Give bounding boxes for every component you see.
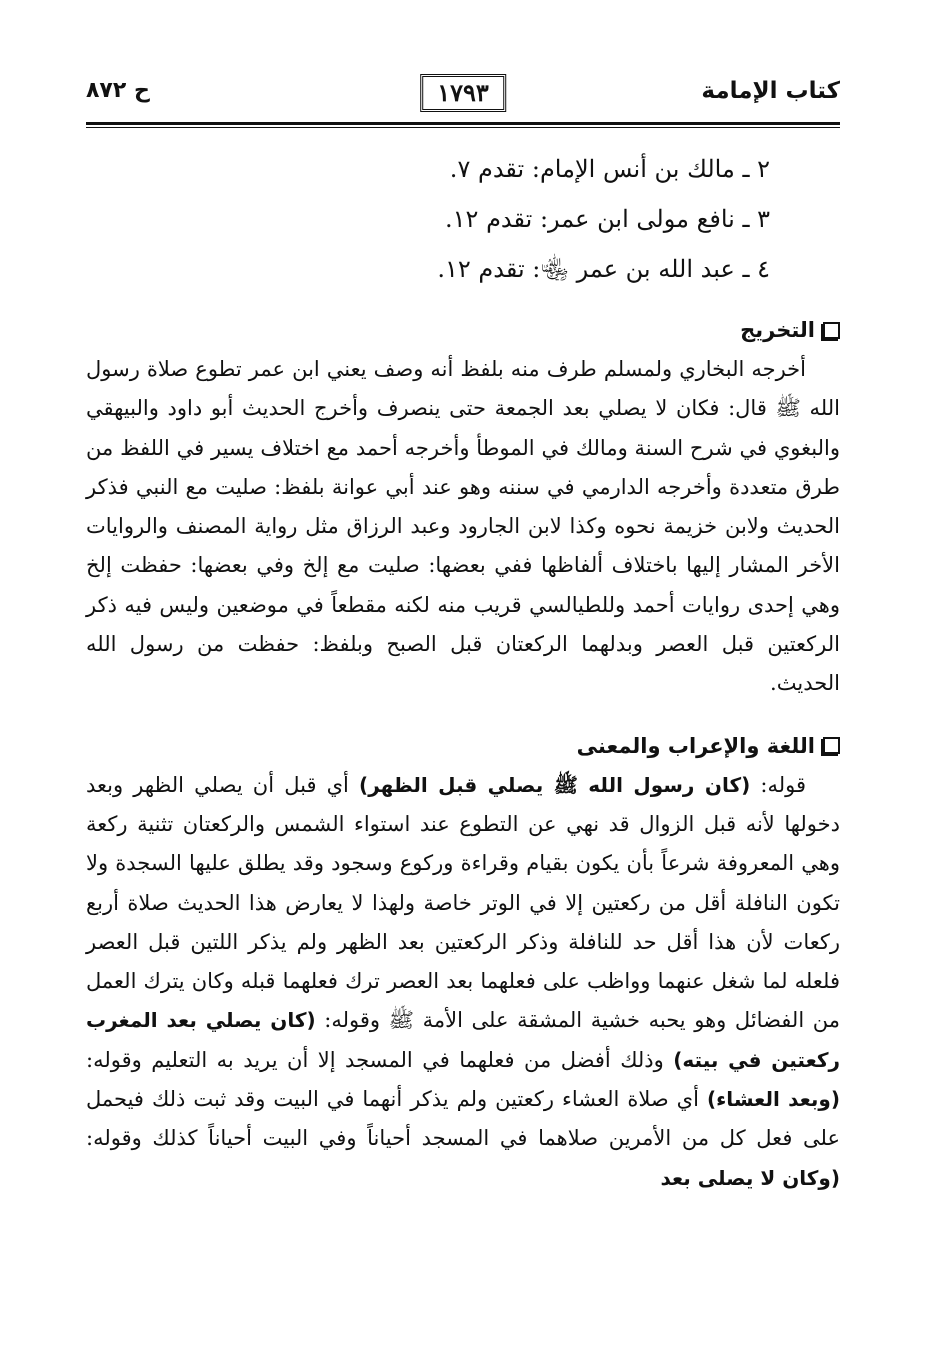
text-run: وذلك أفضل من فعلهما في المسجد إلا أن يريد به التعليم وقوله: <box>86 1047 674 1072</box>
checkbox-square-icon <box>823 737 840 754</box>
text-run: قوله: <box>750 772 806 797</box>
quoted-matn: (وبعد العشاء) <box>706 1087 841 1112</box>
lugha-paragraph <box>86 766 840 1198</box>
header-rule <box>86 122 840 128</box>
quoted-matn: (كان يصلي بعد المغرب ركعتين في بيته) <box>86 1008 841 1072</box>
takhrij-paragraph: أخرجه البخاري ولمسلم طرف منه بلفظ أنه وصف يعني ابن عمر تطوع صلاة رسول الله ﷺ قال: فكان لا يصلي بعد الجمعة حتى ينصرف وأخرج الحديث أبو داود والبيهقي والبغوي في شرح السنة ومالك في الموطأ وأخرجه أحمد مع اختلاف يسير في اللفظ من طرق متعددة وأخرجه الدارمي في سننه وهو عند أبي عوانة بلفظ: صليت مع النبي فذكر الحديث ولابن خزيمة نحوه وكذا لابن الجارود وعبد الرزاق مثل رواية المصنف والروايات الأخر المشار إليها باختلاف ألفاظها ففي بعضها: صليت مع إلخ وفي بعضها: حفظت إلخ وهي إحدى روايات أحمد وللطيالسي قريب منه لكنه مقطعاً في موضعين وليس فيه ذكر الركعتين قبل العصر وبدلهما الركعتان قبل الصبح وبلفظ: حفظت من رسول الله الحديث. <box>86 357 840 696</box>
narrator-list <box>86 144 840 294</box>
page-header <box>86 70 840 118</box>
page-number: ١٧٩٣ <box>420 74 506 112</box>
narrator-item: ٣ ـ نافع مولى ابن عمر: تقدم ١٢. <box>445 205 770 233</box>
lugha-heading <box>86 726 840 766</box>
narrator-item: ٤ ـ عبد الله بن عمر ﵄: تقدم ١٢. <box>437 255 770 283</box>
text-run: أي قبل أن يصلي الظهر وبعد دخولها لأنه قبل الزوال قد نهي عن التطوع عند استواء الشمس والركعتان تثنية ركعة وهي المعروفة شرعاً بأن يكون بقيام وقراءة وركوع وسجود وقد يطلق عليها السجدة ولا تكون النافلة أقل من ركعتين إلا في الوتر خاصة ولهذا لا يعارض هذا الحديث صلاة أربع ركعات لأن هذا أقل حد للنافلة وذكر الركعتين بعد الظهر ولم يذكر اللتين قبل العصر فلعله لما شغل عنهما وواظب على فعلهما بعد العصر ترك فعلهما قبله وكان يترك العمل من الفضائل وهو يحبه خشية المشقة على الأمة ﷺ وقوله: <box>86 772 840 1033</box>
quoted-matn: (وكان لا يصلى بعد <box>660 1165 840 1190</box>
takhrij-heading-label: التخريج <box>740 318 815 342</box>
lugha-heading-label: اللغة والإعراب والمعنى <box>576 733 815 758</box>
hadith-reference: ح ٨٧٢ <box>86 78 150 103</box>
narrator-item: ٢ ـ مالك بن أنس الإمام: تقدم ٧. <box>449 155 770 183</box>
text-run: أي صلاة العشاء ركعتين ولم يذكر أنهما في البيت وقد ثبت ذلك فيحمل على فعل كل من الأمرين صلاهما في المسجد أحياناً وفي البيت أحياناً كذلك وقوله: <box>86 1087 840 1151</box>
book-page <box>86 70 840 1198</box>
checkbox-square-icon <box>823 322 840 339</box>
takhrij-heading <box>86 310 840 350</box>
running-title: كتاب الإمامة <box>701 78 840 104</box>
quoted-matn: (كان رسول الله ﷺ يصلي قبل الظهر) <box>359 772 751 797</box>
